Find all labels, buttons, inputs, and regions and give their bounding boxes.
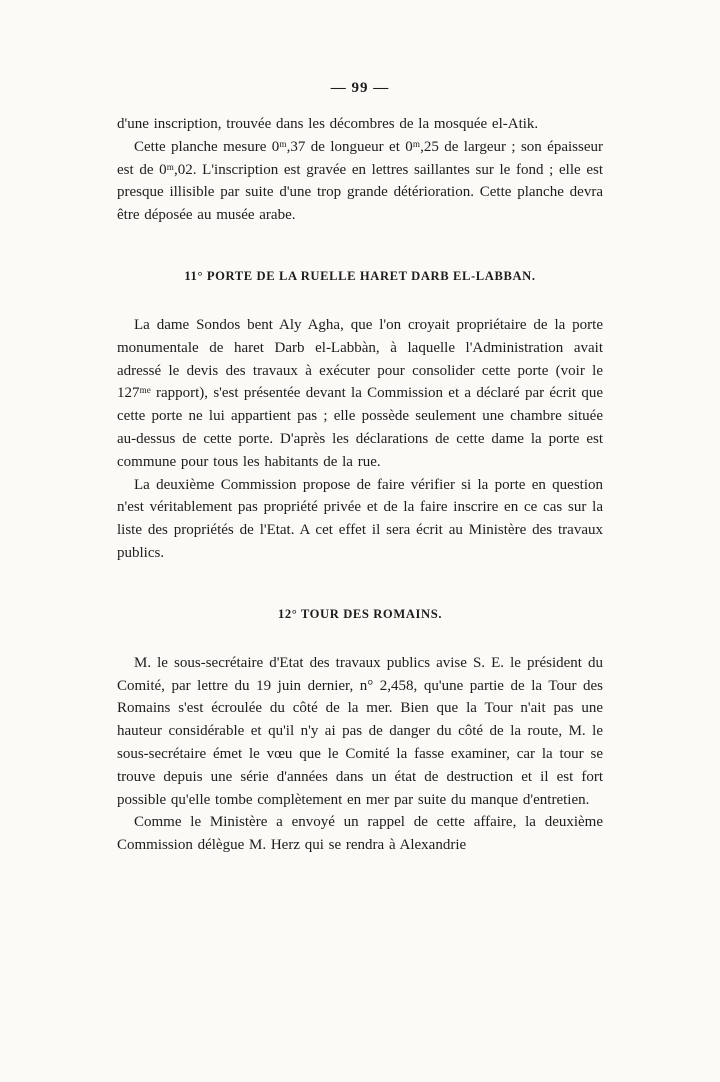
paragraph-commission-proposal: La deuxième Commission propose de faire vérifier si la porte en question n'est véritablement pas propriété privée et de la faire inscrire en ce cas sur la liste des propriétés de l'Etat. A cet effet il sera écrit au Ministère des travaux publics. [117,476,603,561]
heading-section-11-porte-ruelle: 11° PORTE DE LA RUELLE HARET DARB EL-LABBAN. [184,268,536,283]
page-number: — 99 — [330,80,390,96]
paragraph-dame-sondos: La dame Sondos bent Aly Agha, que l'on croyait propriétaire de la porte monumentale de haret Darb el-Labbàn, à laquelle l'Administration avait adressé le devis des travaux à exécuter pour consolider cette porte (voir le 127ᵐᵉ rapport), s'est présentée devant la Commission et a déclaré par écrit que cette porte ne lui appartient pas ; elle possède seulement une chambre située au-dessus de cette porte. D'après les déclarations de cette dame la porte est commune pour tous les habitants de la rue. [117,316,603,470]
paragraph-inscription-continuation: d'une inscription, trouvée dans les décombres de la mosquée el-Atik. [117,116,539,132]
heading-section-12-tour-romains: 12° TOUR DES ROMAINS. [277,606,443,621]
document-page [117,0,603,857]
paragraph-tour-romains-report: M. le sous-secrétaire d'Etat des travaux publics avise S. E. le président du Comité, par lettre du 19 juin dernier, n° 2,458, qu'une partie de la Tour des Romains s'est écroulée du côté de la mer. Bien que la Tour n'ait pas une hauteur considérable et qu'il n'y ai pas de danger du côté de la route, M. le sous-secrétaire émet le vœu que le Comité la fasse examiner, car la tour se trouve depuis une série d'années dans un état de destruction et il est fort possible qu'elle tombe complètement en mer par suite du manque d'entretien. [117,654,603,808]
paragraph-ministere-rappel: Comme le Ministère a envoyé un rappel de cette affaire, la deuxième Commission délègue M. Herz qui se rendra à Alexandrie [117,814,603,854]
paragraph-plank-description: Cette planche mesure 0ᵐ,37 de longueur et 0ᵐ,25 de largeur ; son épaisseur est de 0ᵐ,02. L'inscription est gravée en lettres saillantes sur le fond ; elle est presque illisible par suite d'une trop grande détérioration. Cette planche devra être déposée au musée arabe. [117,138,603,224]
